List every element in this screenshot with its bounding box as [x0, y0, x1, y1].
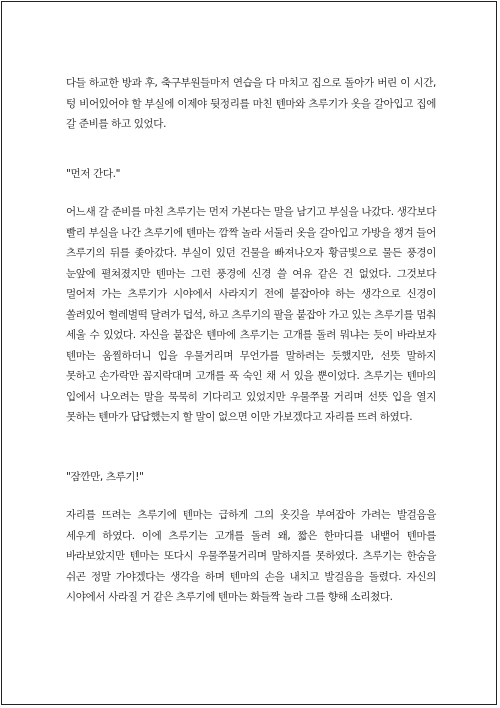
paragraph-dialogue-1: "먼저 간다."	[66, 168, 121, 180]
paragraph-narration-3: 자리를 뜨려는 츠루기에 텐마는 급하게 그의 옷깃을 부여잡아 가려는 발걸음을 세우게 하였다. 이에 츠루기는 고개를 돌려 왜, 짧은 한마디를 내뱉어 텐마를 바라보았지만 텐마는 또다시 우물쭈물거리며 말하지를 못하였다. 츠루기는 한숨을 쉬곤 정말 가야겠다는 생각을 하며 텐마의 손을 내치고 발걸음을 돌렸다. 자신의 시야에서 사라질 거 같은 츠루기에 텐마는 화들짝 놀라 그를 향해 소리쳤다.	[66, 509, 436, 603]
paragraph-dialogue-2: "잠깐만, 츠루기!"	[66, 471, 144, 483]
paragraph-narration-1: 다들 하교한 방과 후, 축구부원들마저 연습을 다 마치고 집으로 돌아가 버린 이 시간, 텅 비어있어야 할 부실에 이제야 뒷정리를 마친 텐마와 츠루기가 옷을 갈아입고 집에 갈 준비를 하고 있었다.	[66, 77, 436, 130]
paragraph-narration-2: 어느새 갈 준비를 마친 츠루기는 먼저 가본다는 말을 남기고 부실을 나갔다. 생각보다 빨리 부실을 나간 츠루기에 텐마는 깜짝 놀라 서둘러 옷을 갈아입고 가방을 챙겨 들어 츠루기의 뒤를 좇아갔다. 부실이 있던 건물을 빠져나오자 황금빛으로 물든 풍경이 눈앞에 펼쳐졌지만 텐마는 그런 풍경에 신경 쓸 여유 같은 건 없었다. 그것보다 멀어져 가는 츠루기가 시야에서 사라지기 전에 붙잡아야 하는 생각으로 신경이 쏠려있어 헐레벌떡 달려가 덥석, 하고 츠루기의 팔을 붙잡아 가고 있는 츠루기를 멈춰 세울 수 있었다. 자신을 붙잡은 텐마에 츠루기는 고개를 돌려 뭐냐는 듯이 바라보자 텐마는 움찔하더니 입을 우물거리며 무언가를 말하려는 듯했지만, 선뜻 말하지 못하고 손가락만 꼼지락대며 고개를 푹 숙인 채 서 있을 뿐이었다. 츠루기는 텐마의 입에서 나오려는 말을 묵묵히 기다리고 있었지만 우물쭈물 거리며 선뜻 입을 열지 못하는 텐마가 답답했는지 할 말이 없으면 이만 가보겠다고 자리를 뜨려 하였다.	[66, 206, 436, 423]
